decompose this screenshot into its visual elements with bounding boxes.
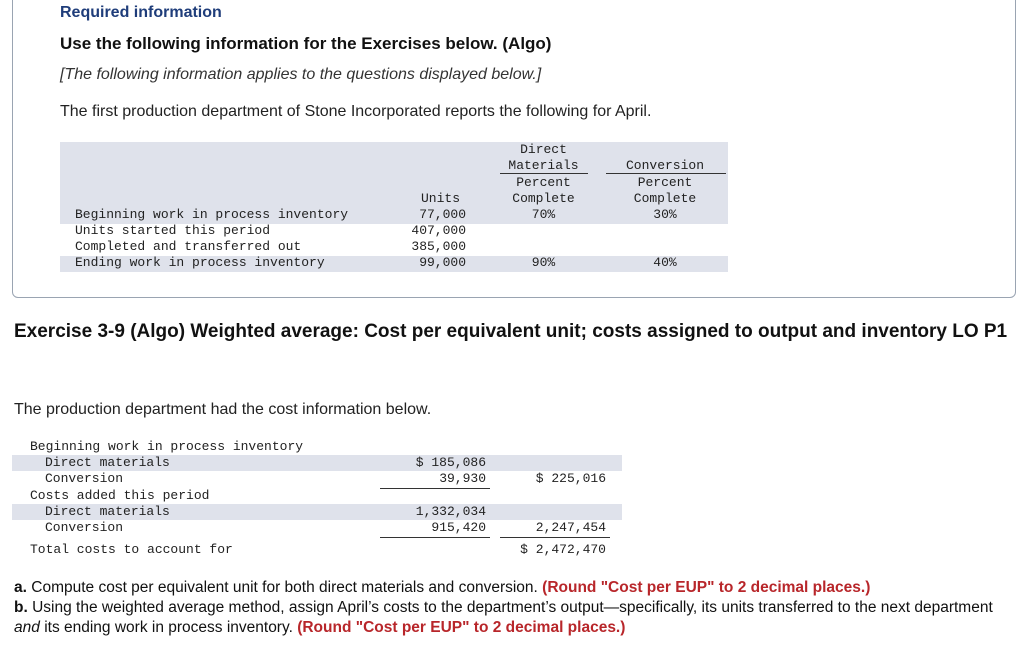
questions bbox=[14, 578, 1014, 638]
conv-beg-value: 39,930 bbox=[439, 471, 486, 486]
row-units: 385,000 bbox=[411, 239, 466, 254]
question-a-note: (Round "Cost per EUP" to 2 decimal places.) bbox=[542, 579, 871, 596]
dm-header-line: Complete bbox=[512, 191, 575, 206]
dm-header-rule bbox=[500, 173, 588, 174]
conv-added-value: 915,420 bbox=[431, 520, 486, 535]
exercise-title: Exercise 3-9 (Algo) Weighted average: Cost per equivalent unit; costs assigned to output and inventory LO P1 bbox=[14, 321, 1008, 342]
row-label: Completed and transferred out bbox=[75, 239, 302, 254]
intro-text: The first production department of Stone Incorporated reports the following for April. bbox=[60, 103, 652, 120]
question-b-text: Using the weighted average method, assign April’s costs to the department’s output—specifically, its units transferred to the next department bbox=[32, 599, 993, 616]
subtotal-rule bbox=[380, 488, 490, 489]
required-info-heading: Required information bbox=[60, 4, 222, 21]
costs-added-label: Costs added this period bbox=[30, 488, 210, 503]
beg-wip-label: Beginning work in process inventory bbox=[30, 439, 304, 454]
dm-label: Direct materials bbox=[45, 455, 170, 470]
conv-header-rule bbox=[606, 173, 726, 174]
row-label: Units started this period bbox=[75, 223, 271, 238]
use-info-title: Use the following information for the Exercises below. (Algo) bbox=[60, 34, 552, 53]
row-label: Ending work in process inventory bbox=[75, 255, 325, 270]
row-units: 99,000 bbox=[419, 255, 466, 270]
conv-label: Conversion bbox=[45, 520, 124, 535]
dm-header-line: Direct bbox=[520, 142, 567, 157]
dm-added-value: 1,332,034 bbox=[415, 504, 486, 519]
question-a-label: a. bbox=[14, 579, 27, 596]
question-b bbox=[14, 598, 1014, 638]
dm-label: Direct materials bbox=[45, 504, 170, 519]
question-b-text-2: its ending work in process inventory. bbox=[44, 619, 293, 636]
total-costs-value: $ 2,472,470 bbox=[520, 542, 606, 557]
dm-beg-value: $ 185,086 bbox=[415, 455, 486, 470]
row-dm-pct: 70% bbox=[531, 207, 556, 222]
added-total-value: 2,247,454 bbox=[535, 520, 606, 535]
subtotal-rule bbox=[380, 537, 490, 538]
units-header: Units bbox=[420, 191, 460, 206]
question-a bbox=[14, 578, 1014, 598]
applies-note: [The following information applies to the questions displayed below.] bbox=[60, 66, 542, 83]
row-conv-pct: 30% bbox=[653, 207, 677, 222]
total-costs-label: Total costs to account for bbox=[30, 542, 233, 557]
row-units: 77,000 bbox=[419, 207, 466, 222]
question-b-note: (Round "Cost per EUP" to 2 decimal places.) bbox=[297, 619, 626, 636]
total-rule bbox=[500, 537, 610, 538]
question-b-label: b. bbox=[14, 599, 28, 616]
cost-intro-text: The production department had the cost information below. bbox=[14, 401, 432, 418]
dm-header-line: Percent bbox=[516, 175, 571, 190]
question-b-and: and bbox=[14, 619, 40, 636]
question-a-text: Compute cost per equivalent unit for both direct materials and conversion. bbox=[31, 579, 538, 596]
row-conv-pct: 40% bbox=[653, 255, 677, 270]
row-units: 407,000 bbox=[411, 223, 466, 238]
conv-header-line: Complete bbox=[633, 191, 697, 206]
conv-label: Conversion bbox=[45, 471, 124, 486]
beg-total-value: $ 225,016 bbox=[535, 471, 606, 486]
conv-header-line: Percent bbox=[637, 175, 693, 190]
dm-header-line: Materials bbox=[508, 158, 579, 173]
row-label: Beginning work in process inventory bbox=[75, 207, 349, 222]
conv-header-line: Conversion bbox=[625, 158, 704, 173]
row-dm-pct: 90% bbox=[531, 255, 556, 270]
